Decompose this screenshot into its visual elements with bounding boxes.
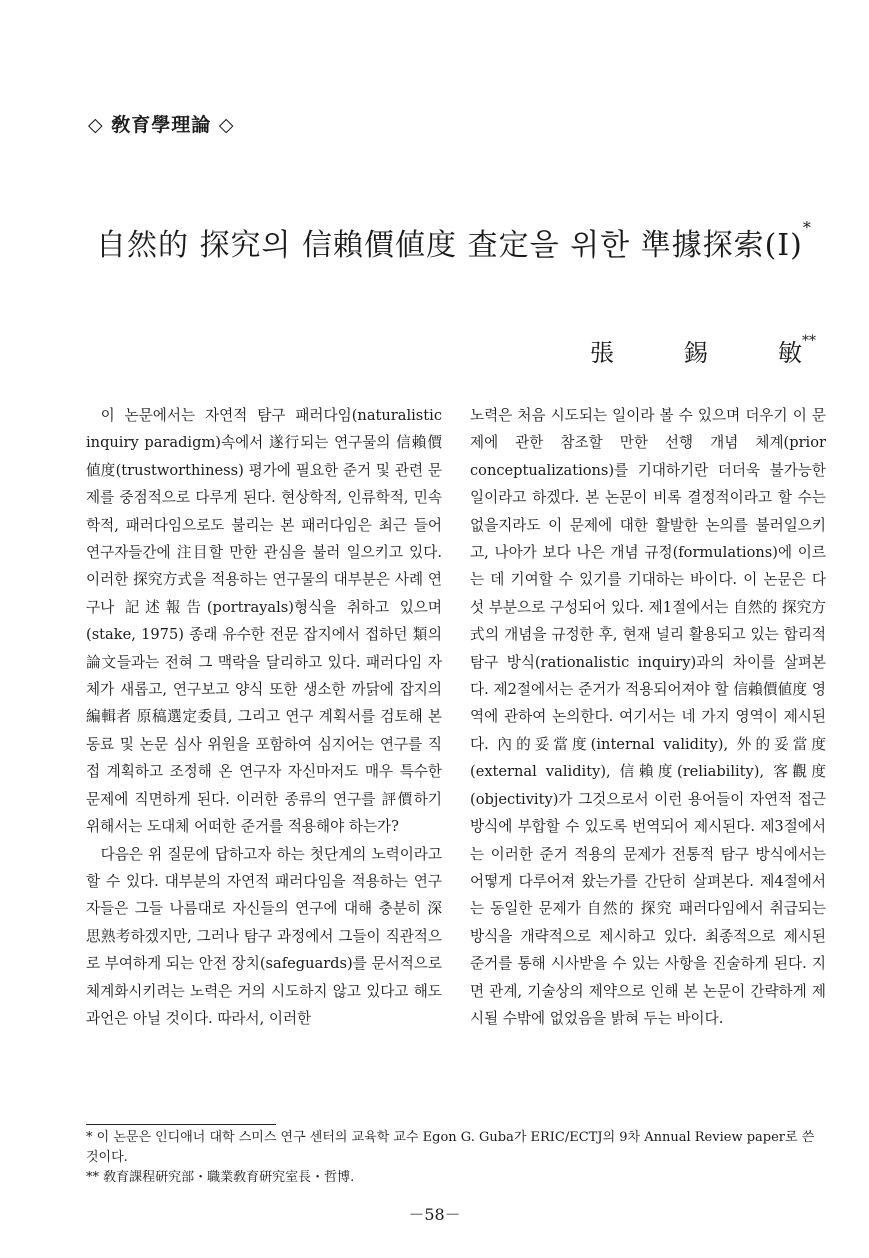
- author-name: [590, 333, 816, 368]
- right-column: [470, 402, 826, 1032]
- footnote-rule: [86, 1124, 276, 1125]
- page-number: －58－: [408, 1205, 461, 1224]
- author-name-part-3-text: 敏: [778, 339, 802, 367]
- title-footnote-mark: *: [802, 218, 812, 237]
- section-label: ◇ 敎育學理論 ◇: [88, 114, 235, 136]
- footnote-2: ** 敎育課程硏究部・職業敎育硏究室長・哲博.: [86, 1170, 355, 1185]
- footnotes: [86, 1128, 826, 1188]
- author-name-part-1: 張: [590, 339, 614, 367]
- left-paragraph-1: 이 논문에서는 자연적 탐구 패러다임(naturalistic inquiry paradigm)속에서 遂行되는 연구물의 信賴價値度(trustworthiness) 평가에 필요한 준거 및 관련 문제를 중점적으로 다루게 된다. 현상학적, 인류학적, 민속학적, 패러다임으로도 불리는 본 패러다임은 최근 들어 연구자들간에 注目할 만한 관심을 불러 일으키고 있다. 이러한 探究方式을 적용하는 연구물의 대부분은 사례 연구나 記述報告(portrayals)형식을 취하고 있으며(stake, 1975) 종래 유수한 전문 잡지에서 접하던 類의 論文들과는 전혀 그 맥락을 달리하고 있다. 패러다임 자체가 새롭고, 연구보고 양식 또한 생소한 까닭에 잡지의 編輯者 原稿選定委員, 그리고 연구 계획서를 검토해 본 동료 및 논문 심사 위원을 포함하여 심지어는 연구를 직접 계획하고 조정해 온 연구자 자신마저도 매우 특수한 문제에 직면하게 된다. 이러한 종류의 연구를 評價하기 위해서는 도대체 어떠한 준거를 적용해야 하는가?: [86, 407, 442, 836]
- article-title: [96, 220, 816, 264]
- author-name-part-2: 錫: [684, 339, 708, 367]
- author-footnote-mark: **: [802, 333, 816, 349]
- article-title-text: 自然的 探究의 信賴價値度 査定을 위한 準據探索(Ⅰ): [96, 228, 803, 263]
- left-column: [86, 402, 442, 1032]
- author-name-part-3: [778, 333, 816, 368]
- left-paragraph-2: 다음은 위 질문에 답하고자 하는 첫단계의 노력이라고 할 수 있다. 대부분의 자연적 패러다임을 적용하는 연구자들은 그들 나름대로 자신들의 연구에 대해 충분히 深思熟考하겠지만, 그러나 탐구 과정에서 그들이 직관적으로 부여하게 되는 안전 장치(safeguards)를 문서적으로 체계화시키려는 노력은 거의 시도하지 않고 있다고 해도 과언은 아닐 것이다. 따라서, 이러한: [86, 845, 442, 1027]
- right-paragraph-1: 노력은 처음 시도되는 일이라 볼 수 있으며 더우기 이 문제에 관한 참조할 만한 선행 개념 체계(prior conceptualizations)를 기대하기란 더더욱 불가능한 일이라고 하겠다. 본 논문이 비록 결정적이라고 할 수는 없을지라도 이 문제에 대한 활발한 논의를 불러일으키고, 나아가 보다 나은 개념 규정(formulations)에 이르는 데 기여할 수 있기를 기대하는 바이다. 이 논문은 다섯 부분으로 구성되어 있다. 제1절에서는 自然的 探究方式의 개념을 규정한 후, 현재 널리 활용되고 있는 합리적 탐구 방식(rationalistic inquiry)과의 차이를 살펴본다. 제2절에서는 준거가 적용되어져야 할 信賴價値度 영역에 관하여 논의한다. 여기서는 네 가지 영역이 제시된다. 內的妥當度(internal validity), 外的妥當度(external validity), 信賴度(reliability), 客觀度(objectivity)가 그것으로서 이런 용어들이 자연적 접근 방식에 부합할 수 있도록 번역되어 제시된다. 제3절에서는 이러한 준거 적용의 문제가 전통적 탐구 방식에서는 어떻게 다루어져 왔는가를 간단히 살펴본다. 제4절에서는 동일한 문제가 自然的 探究 패러다임에서 취급되는 방식을 개략적으로 제시하고 있다. 최종적으로 제시된 준거를 통해 시사받을 수 있는 사항을 진술하게 된다. 지면 관계, 기술상의 제약으로 인해 본 논문이 간략하게 제시될 수밖에 없었음을 밝혀 두는 바이다.: [470, 407, 826, 1027]
- footnote-1: * 이 논문은 인디애너 대학 스미스 연구 센터의 교육학 교수 Egon G. Guba가 ERIC/ECTJ의 9차 Annual Review paper로 쓴 것이다.: [86, 1130, 815, 1165]
